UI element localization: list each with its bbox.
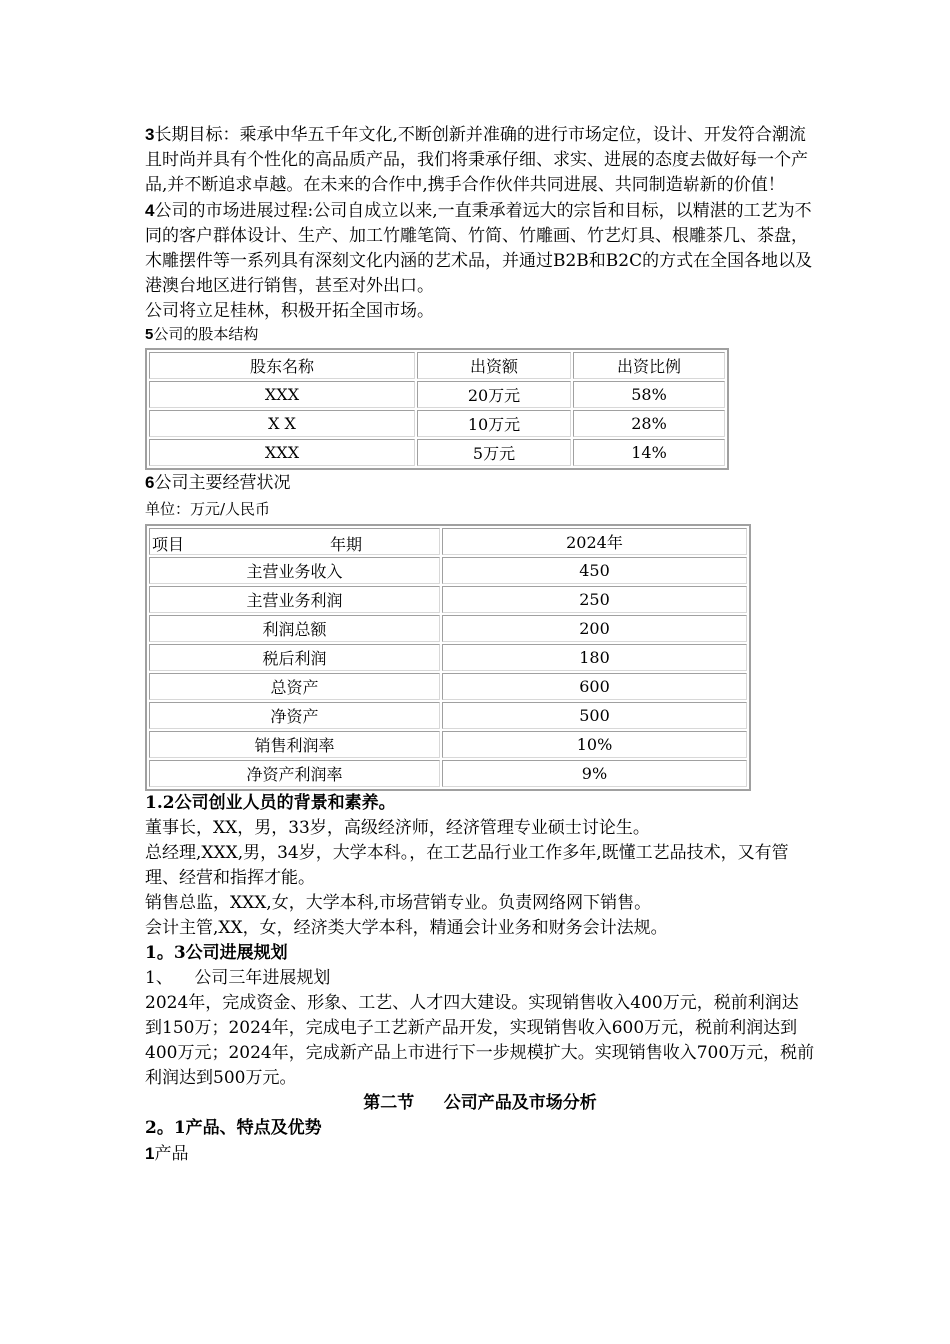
item-number: 6 xyxy=(145,473,155,492)
table-cell: 14% xyxy=(573,439,725,466)
staff-sales-director: 销售总监，XXX,女，大学本科,市场营销专业。负责网络网下销售。 xyxy=(145,893,652,913)
table-row xyxy=(149,381,725,408)
table-cell: XXX xyxy=(149,439,415,466)
table-row xyxy=(149,586,747,613)
item-number: 3 xyxy=(145,125,155,144)
table-row xyxy=(149,760,747,787)
heading-operations xyxy=(145,470,815,496)
table-header-row xyxy=(149,352,725,379)
table-cell: 20万元 xyxy=(417,381,571,408)
table-cell: 600 xyxy=(442,673,747,700)
table-header-cell xyxy=(149,528,440,555)
section-heading-founders: 1.2公司创业人员的背景和素养。 xyxy=(145,793,396,813)
table-cell: 10% xyxy=(442,731,747,758)
header-item-label: 项目 xyxy=(152,535,185,554)
paragraph-text: 公司的市场进展过程:公司自成立以来,一直秉承着远大的宗旨和目标，以精湛的工艺为不同的客户群体设计、生产、加工竹雕笔筒、竹简、竹雕画、竹艺灯具、根雕茶几、茶盘，木雕摆件等一系列具有深刻文化内涵的艺术品，并通过B2B和B2C的方式在全国各地以及港澳台地区进行销售，甚至对外出口。 xyxy=(145,201,813,296)
paragraph-text: 长期目标：乘承中华五千年文化,不断创新并准确的进行市场定位，设计、开发符合潮流且时尚并具有个性化的高品质产品，我们将秉承仔细、求实、进展的态度去做好每一个产品,并不断追求卓越。在未来的合作中,携手合作伙伴共同进展、共同制造崭新的价值！ xyxy=(145,125,808,195)
staff-accounting-supervisor: 会计主管,XX，女，经济类大学本科，精通会计业务和财务会计法规。 xyxy=(145,918,668,938)
equity-table xyxy=(145,348,729,470)
chapter-title: 第二节 公司产品及市场分析 xyxy=(363,1093,597,1113)
table-cell: 利润总额 xyxy=(149,615,440,642)
heading-equity-structure xyxy=(145,323,815,346)
table-row xyxy=(149,644,747,671)
paragraph-guilin-market: 公司将立足桂林，积极开拓全国市场。 xyxy=(145,301,434,321)
plan-list-item: 1、 公司三年进展规划 xyxy=(145,968,331,988)
table-cell: 总资产 xyxy=(149,673,440,700)
table-row xyxy=(149,673,747,700)
table-header-row xyxy=(149,528,747,555)
paragraph-market-history xyxy=(145,198,815,299)
table-cell: 58% xyxy=(573,381,725,408)
section-heading-plan: 1。3公司进展规划 xyxy=(145,943,288,963)
item-number: 1 xyxy=(145,1144,155,1163)
table-cell: 主营业务利润 xyxy=(149,586,440,613)
table-cell: 5万元 xyxy=(417,439,571,466)
table-cell: 9% xyxy=(442,760,747,787)
table-cell: 税后利润 xyxy=(149,644,440,671)
table-cell: 销售利润率 xyxy=(149,731,440,758)
staff-general-manager: 总经理,XXX,男，34岁，大学本科。，在工艺品行业工作多年,既懂工艺品技术，又有管理、经营和指挥才能。 xyxy=(145,843,789,888)
item-number: 5 xyxy=(145,326,154,343)
table-header-cell: 股东名称 xyxy=(149,352,415,379)
heading-text: 公司主要经营状况 xyxy=(154,473,291,493)
unit-label: 单位：万元/人民币 xyxy=(145,500,271,518)
table-cell: 180 xyxy=(442,644,747,671)
table-row xyxy=(149,615,747,642)
table-cell: 主营业务收入 xyxy=(149,557,440,584)
table-cell: XXX xyxy=(149,381,415,408)
table-cell: 净资产 xyxy=(149,702,440,729)
document-page xyxy=(145,122,815,1167)
item-number: 4 xyxy=(145,201,155,220)
subheading-text: 产品 xyxy=(154,1144,189,1164)
subheading-products xyxy=(145,1141,815,1167)
table-cell: 450 xyxy=(442,557,747,584)
table-header-cell: 2024年 xyxy=(442,528,747,555)
table-cell: 净资产利润率 xyxy=(149,760,440,787)
paragraph-long-term-goal xyxy=(145,122,815,198)
table-row xyxy=(149,731,747,758)
table-cell: 500 xyxy=(442,702,747,729)
table-cell: 200 xyxy=(442,615,747,642)
table-row xyxy=(149,439,725,466)
table-cell: 250 xyxy=(442,586,747,613)
table-row xyxy=(149,702,747,729)
table-header-cell: 出资比例 xyxy=(573,352,725,379)
table-cell: 10万元 xyxy=(417,410,571,437)
plan-paragraph: 2024年，完成资金、形象、工艺、人才四大建设。实现销售收入400万元，税前利润达到150万；2024年，完成电子工艺新产品开发，实现销售收入600万元，税前利润达到400万元；2024年，完成新产品上市进行下一步规模扩大。实现销售收入700万元，税前利润达到500万元。 xyxy=(145,993,815,1088)
table-cell: X X xyxy=(149,410,415,437)
staff-chairman: 董事长，XX，男，33岁，高级经济师，经济管理专业硕士讨论生。 xyxy=(145,818,650,838)
table-row xyxy=(149,557,747,584)
heading-text: 公司的股本结构 xyxy=(153,325,259,343)
table-header-cell: 出资额 xyxy=(417,352,571,379)
section-heading-products: 2。1产品、特点及优势 xyxy=(145,1118,322,1138)
operations-table xyxy=(145,524,751,791)
table-row xyxy=(149,410,725,437)
header-period-label: 年期 xyxy=(330,535,363,554)
table-cell: 28% xyxy=(573,410,725,437)
